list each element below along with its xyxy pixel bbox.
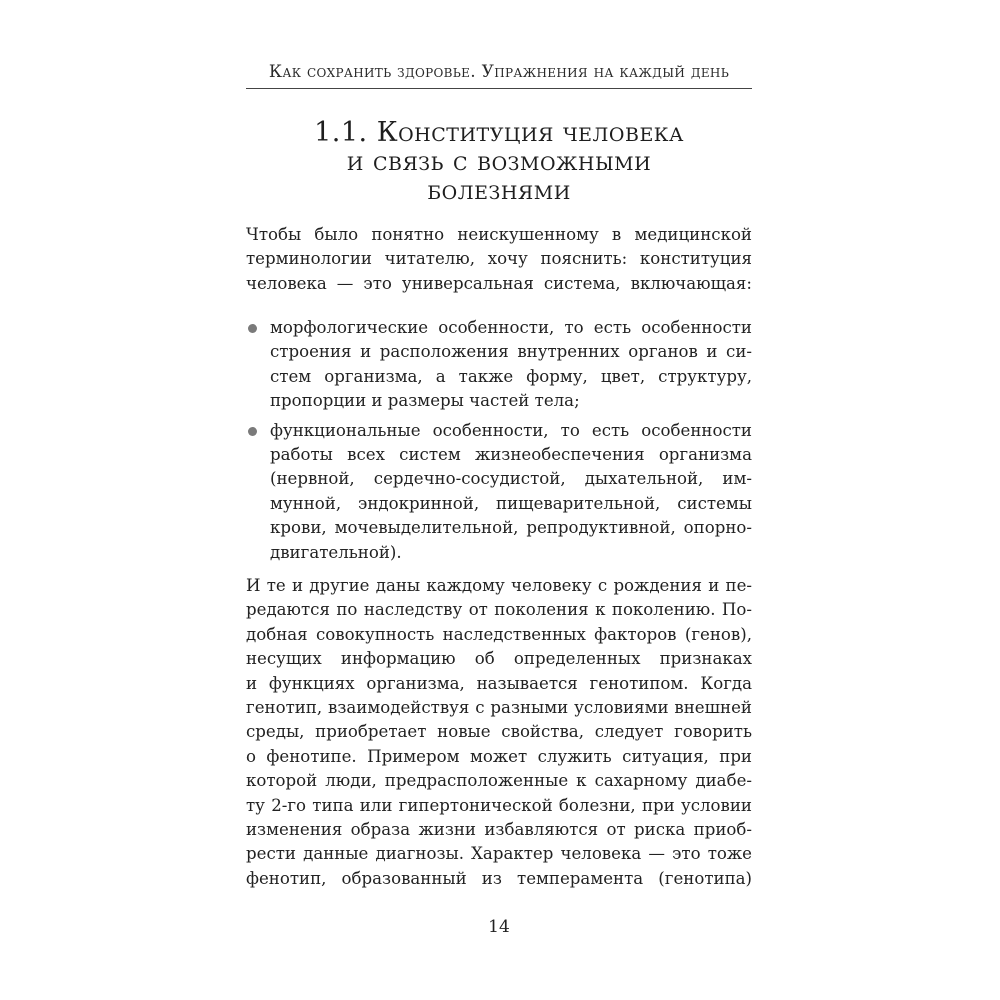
text-line: работы всех систем жизнеобеспечения организма <box>270 445 752 465</box>
text-line: терминологии читателю, хочу пояснить: конституция <box>246 249 752 269</box>
chapter-title-line: и связь с возможными <box>346 146 652 177</box>
header-rule <box>246 88 752 89</box>
text-line: среды, приобретает новые свойства, следует говорить <box>246 722 752 742</box>
text-line: стем организма, а также форму, цвет, структуру, <box>270 366 752 386</box>
intro-paragraph <box>246 223 752 296</box>
text-line: Чтобы было понятно неискушенному в медицинской <box>246 225 752 244</box>
text-line: генотип, взаимодействуя с разными условиями внешней <box>246 698 752 718</box>
bullet-item-morphological <box>246 316 752 414</box>
running-head: Как сохранить здоровье. Упражнения на каждый день <box>268 62 730 82</box>
bullet-list <box>246 316 752 570</box>
text-line: и функциях организма, называется генотипом. Когда <box>246 673 752 693</box>
text-line: строения и расположения внутренних органов и си- <box>270 342 752 362</box>
text-line: мунной, эндокринной, пищеварительной, системы <box>270 493 752 513</box>
text-line: человека — это универсальная система, включающая: <box>246 273 752 293</box>
bullet-item-functional <box>246 419 752 565</box>
text-line: изменения образа жизни избавляются от риска приоб- <box>246 820 752 840</box>
text-line: пропорции и размеры частей тела; <box>270 391 580 411</box>
bullet-dot-icon <box>248 324 257 333</box>
chapter-title-line: 1.1. Конституция человека <box>314 117 684 148</box>
text-line: И те и другие даны каждому человеку с рождения и пе- <box>246 576 752 595</box>
text-line: о фенотипе. Примером может служить ситуация, при <box>246 746 752 766</box>
chapter-title-line: болезнями <box>427 175 571 206</box>
text-line: несущих информацию об определенных признаках <box>246 649 752 669</box>
text-line: двигательной). <box>270 542 402 562</box>
text-line: крови, мочевыделительной, репродуктивной, опорно- <box>270 518 752 538</box>
text-line: (нервной, сердечно-сосудистой, дыхательной, им- <box>270 469 752 489</box>
text-line: которой люди, предрасположенные к сахарному диабе- <box>246 771 752 791</box>
body-paragraph <box>246 574 752 891</box>
text-line: морфологические особенности, то есть особенности <box>270 318 752 337</box>
text-line: фенотип, образованный из темперамента (генотипа) <box>246 868 752 888</box>
chapter-title <box>246 118 752 205</box>
text-line: рести данные диагнозы. Характер человека — это тоже <box>246 844 752 864</box>
bullet-dot-icon <box>248 427 257 436</box>
page-number: 14 <box>488 917 510 937</box>
text-line: редаются по наследству от поколения к поколению. По- <box>246 600 752 620</box>
text-line: добная совокупность наследственных факторов (генов), <box>246 624 752 644</box>
text-line: функциональные особенности, то есть особенности <box>270 420 752 440</box>
text-line: ту 2-го типа или гипертонической болезни, при условии <box>246 795 752 815</box>
